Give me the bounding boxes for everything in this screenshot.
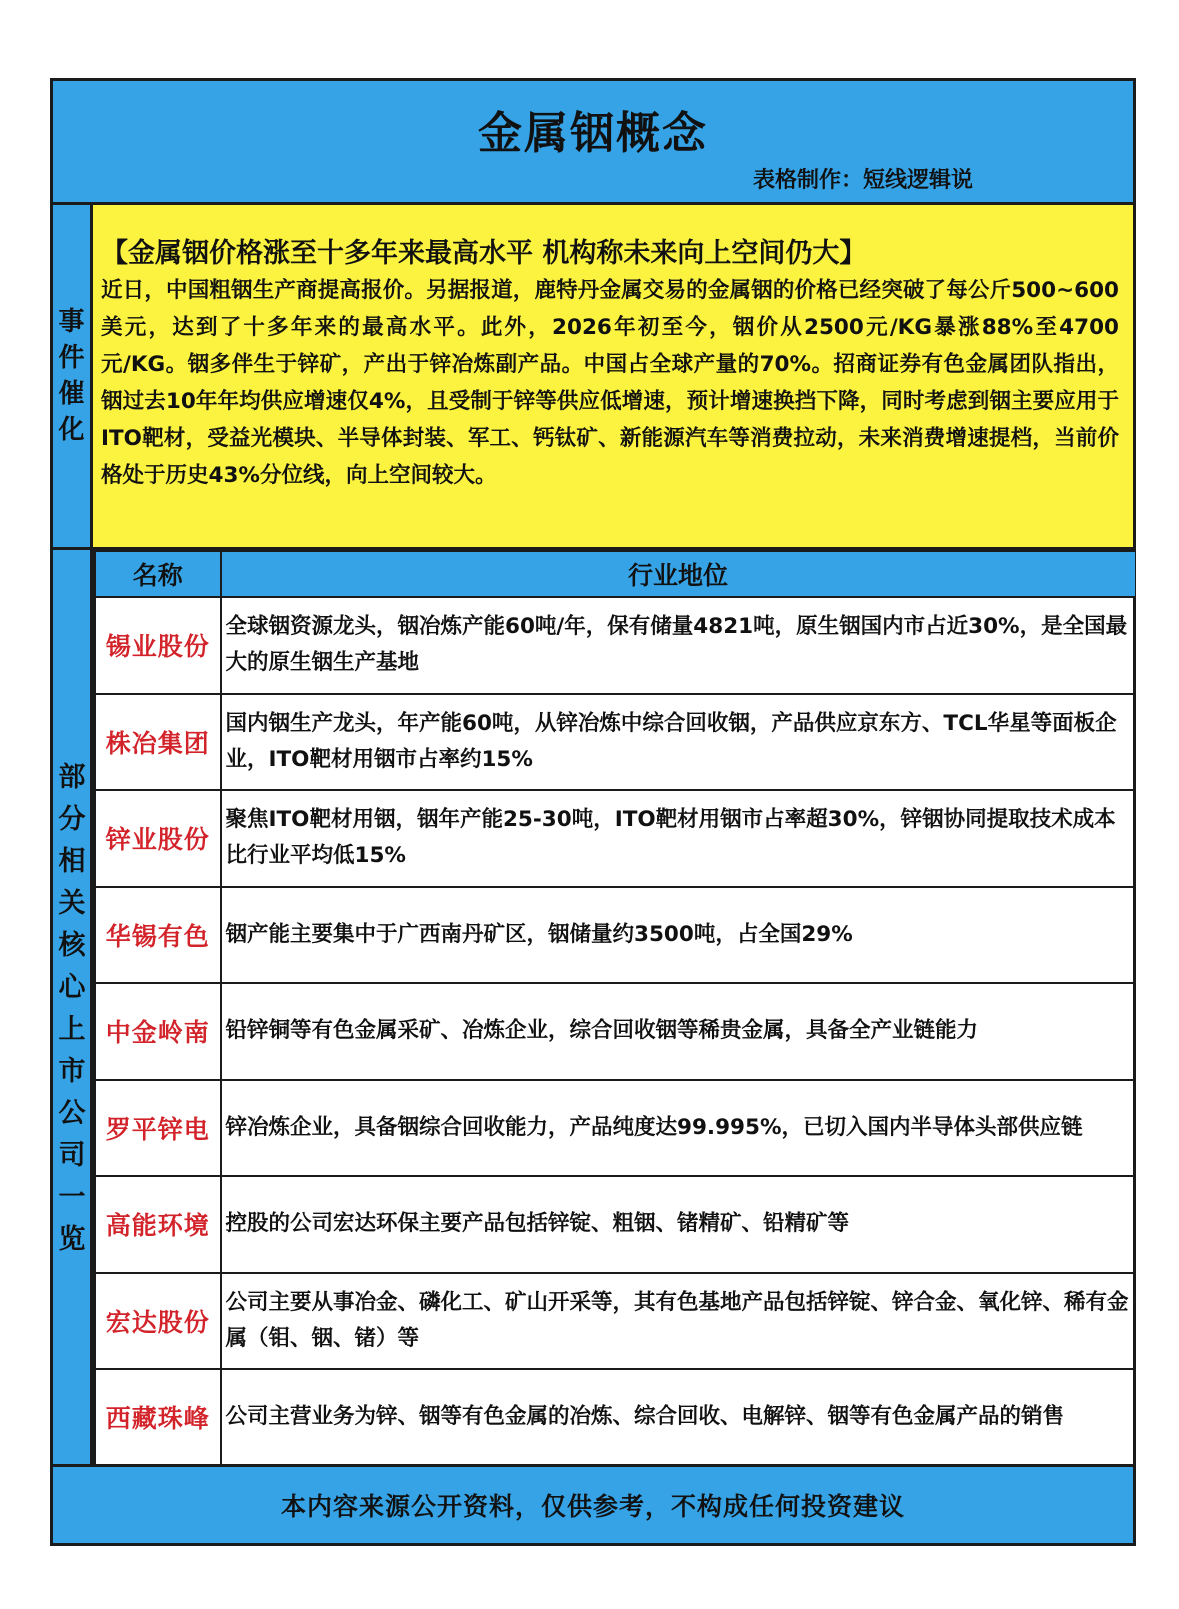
column-header-name: 名称 [95, 551, 221, 597]
company-name: 锌业股份 [95, 790, 221, 887]
table-row [95, 1273, 1135, 1370]
table-row [95, 983, 1135, 1080]
disclaimer-footer: 本内容来源公开资料，仅供参考，不构成任何投资建议 [53, 1464, 1133, 1543]
company-name: 高能环境 [95, 1176, 221, 1273]
company-description: 锌冶炼企业，具备铟综合回收能力，产品纯度达99.995%，已切入国内半导体头部供应链 [221, 1080, 1135, 1177]
table-row [95, 1080, 1135, 1177]
table-row [95, 887, 1135, 984]
event-catalyst-section [53, 205, 1133, 550]
company-name: 罗平锌电 [95, 1080, 221, 1177]
table-header-row [95, 551, 1135, 597]
company-name: 宏达股份 [95, 1273, 221, 1370]
table-row [95, 790, 1135, 887]
company-name: 株冶集团 [95, 694, 221, 791]
event-description: 近日，中国粗铟生产商提高报价。另据报道，鹿特丹金属交易的金属铟的价格已经突破了每公斤500~600美元，达到了十多年来的最高水平。此外，2026年初至今，铟价从2500元/KG暴涨88%至4700元/KG。铟多伴生于锌矿，产出于锌冶炼副产品。中国占全球产量的70%。招商证券有色金属团队指出，铟过去10年年均供应增速仅4%，且受制于锌等供应低增速，预计增速换挡下降，同时考虑到铟主要应用于ITO靶材，受益光模块、半导体封装、军工、钙钛矿、新能源汽车等消费拉动，未来消费增速提档，当前价格处于历史43%分位线，向上空间较大。 [101, 278, 1119, 488]
company-description: 公司主要从事冶金、磷化工、矿山开采等，其有色基地产品包括锌锭、锌合金、氧化锌、稀有金属（钼、铟、锗）等 [221, 1273, 1135, 1370]
company-description: 全球铟资源龙头，铟冶炼产能60吨/年，保有储量4821吨，原生铟国内市占近30%，是全国最大的原生铟生产基地 [221, 597, 1135, 694]
company-description: 公司主营业务为锌、铟等有色金属的冶炼、综合回收、电解锌、铟等有色金属产品的销售 [221, 1369, 1135, 1466]
event-headline: 【金属铟价格涨至十多年来最高水平 机构称未来向上空间仍大】 [101, 238, 867, 269]
company-name: 中金岭南 [95, 983, 221, 1080]
page-title: 金属铟概念 [478, 108, 708, 159]
company-name: 西藏珠峰 [95, 1369, 221, 1466]
table-row [95, 597, 1135, 694]
table-row [95, 694, 1135, 791]
company-description: 聚焦ITO靶材用铟，铟年产能25-30吨，ITO靶材用铟市占率超30%，锌铟协同提取技术成本比行业平均低15% [221, 790, 1135, 887]
table-maker-credit: 表格制作：短线逻辑说 [752, 168, 973, 193]
table-row [95, 1369, 1135, 1466]
company-description: 国内铟生产龙头，年产能60吨，从锌冶炼中综合回收铟，产品供应京东方、TCL华星等面板企业，ITO靶材用铟市占率约15% [221, 694, 1135, 791]
company-name: 锡业股份 [95, 597, 221, 694]
company-table [93, 550, 1135, 1467]
companies-section [53, 550, 1133, 1467]
table-row [95, 1176, 1135, 1273]
company-description: 铅锌铜等有色金属采矿、冶炼企业，综合回收铟等稀贵金属，具备全产业链能力 [221, 983, 1135, 1080]
company-description: 铟产能主要集中于广西南丹矿区，铟储量约3500吨，占全国29% [221, 887, 1135, 984]
table-header [53, 81, 1133, 205]
event-content [93, 205, 1133, 547]
companies-side-label-text: 部分相关核心上市公司一览 [58, 761, 86, 1255]
event-side-label-text: 事件催化 [58, 307, 85, 445]
company-description: 控股的公司宏达环保主要产品包括锌锭、粗铟、锗精矿、铅精矿等 [221, 1176, 1135, 1273]
companies-side-label [53, 550, 93, 1467]
concept-table [50, 78, 1136, 1546]
company-name: 华锡有色 [95, 887, 221, 984]
event-side-label [53, 205, 93, 547]
column-header-position: 行业地位 [221, 551, 1135, 597]
